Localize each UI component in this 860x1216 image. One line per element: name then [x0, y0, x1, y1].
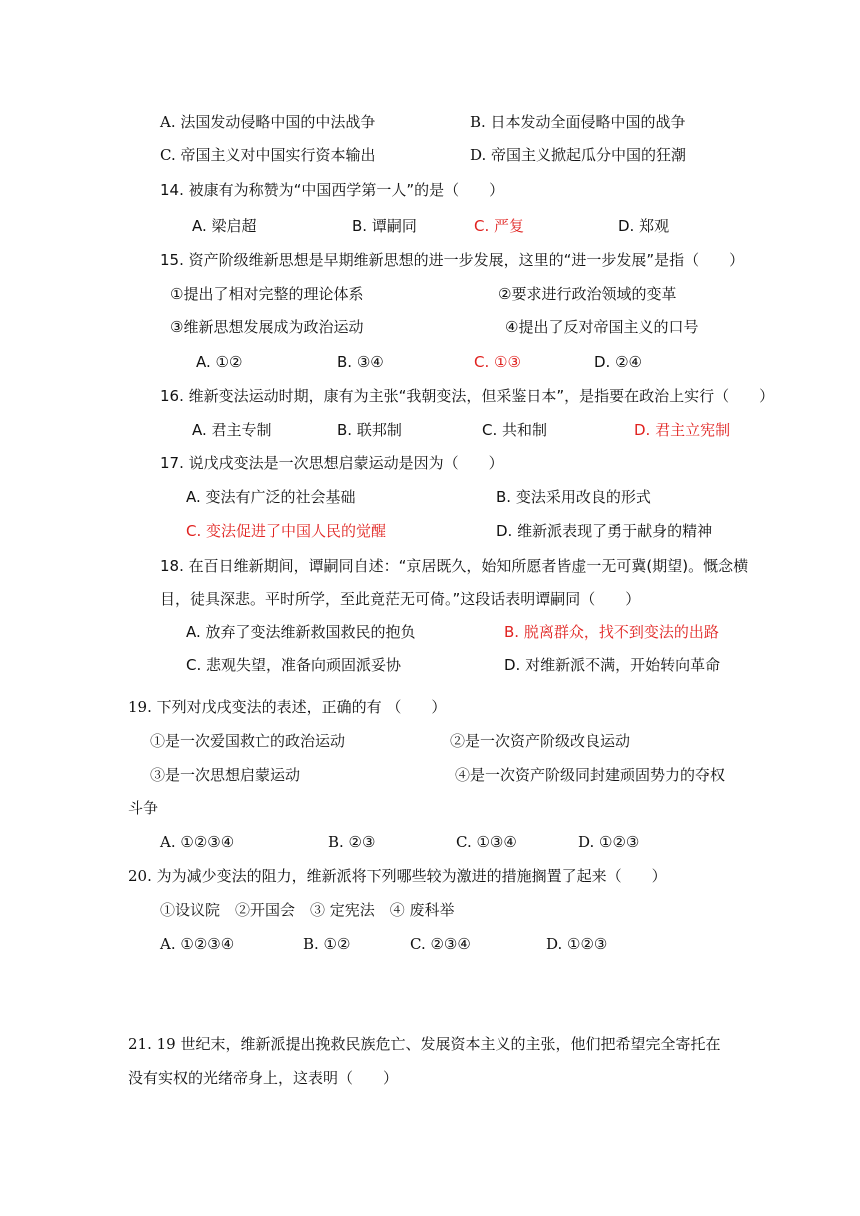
- q18-option-a: A. 放弃了变法维新救国救民的抱负: [186, 623, 416, 641]
- q16-option-c: C. 共和制: [482, 421, 548, 439]
- q15-option-a: A. ①②: [196, 353, 243, 371]
- q15-item-3: ③维新思想发展成为政治运动: [170, 318, 364, 336]
- q18-option-b-answer: B. 脱离群众，找不到变法的出路: [504, 623, 719, 641]
- q17-option-b: B. 变法采用改良的形式: [496, 488, 651, 506]
- q15-stem: 15. 资产阶级维新思想是早期维新思想的进一步发展，这里的“进一步发展”是指（ ）: [160, 251, 745, 269]
- q15-item-1: ①提出了相对完整的理论体系: [170, 285, 364, 303]
- q13-option-a: A. 法国发动侵略中国的中法战争: [160, 113, 376, 131]
- q16-option-a: A. 君主专制: [192, 421, 272, 439]
- q21-stem-line1: 21. 19 世纪末，维新派提出挽救民族危亡、发展资本主义的主张，他们把希望完全寄托在: [128, 1035, 721, 1053]
- q15-option-b: B. ③④: [337, 353, 384, 371]
- q20-stem: 20. 为为减少变法的阻力，维新派将下列哪些较为激进的措施搁置了起来（ ）: [128, 867, 667, 885]
- q14-stem: 14. 被康有为称赞为“中国西学第一人”的是（ ）: [160, 181, 505, 199]
- q17-option-c-answer: C. 变法促进了中国人民的觉醒: [186, 522, 387, 540]
- q14-option-a: A. 梁启超: [192, 217, 257, 235]
- q20-option-a: A. ①②③④: [160, 935, 235, 953]
- q18-stem-line2: 目，徒具深悲。平时所学，至此竟茫无可倚。”这段话表明谭嗣同（ ）: [160, 590, 641, 608]
- q15-option-c-answer: C. ①③: [474, 353, 521, 371]
- q16-option-b: B. 联邦制: [337, 421, 402, 439]
- q14-option-d: D. 郑观: [618, 217, 670, 235]
- q20-items: ①设议院 ②开国会 ③ 定宪法 ④ 废科举: [160, 901, 455, 919]
- q19-item-4-cont: 斗争: [128, 799, 159, 817]
- q19-option-c: C. ①③④: [456, 833, 517, 851]
- q17-option-a: A. 变法有广泛的社会基础: [186, 488, 356, 506]
- q20-option-d: D. ①②③: [546, 935, 608, 953]
- q19-option-d: D. ①②③: [578, 833, 640, 851]
- q19-item-1: ①是一次爱国救亡的政治运动: [150, 732, 346, 750]
- q18-option-c: C. 悲观失望，准备向顽固派妥协: [186, 656, 402, 674]
- q13-option-c: C. 帝国主义对中国实行资本输出: [160, 146, 376, 164]
- q18-option-d: D. 对维新派不满，开始转向革命: [504, 656, 721, 674]
- q16-stem: 16. 维新变法运动时期，康有为主张“我朝变法，但采鉴日本”，是指要在政治上实行（ ）: [160, 387, 775, 405]
- q20-option-c: C. ②③④: [410, 935, 471, 953]
- q19-option-a: A. ①②③④: [160, 833, 235, 851]
- q18-stem-line1: 18. 在百日维新期间，谭嗣同自述：“京居既久，始知所愿者皆虚一无可冀(期望)。慨念横: [160, 557, 749, 575]
- q19-item-2: ②是一次资产阶级改良运动: [450, 732, 631, 750]
- q19-item-3: ③是一次思想启蒙运动: [150, 766, 301, 784]
- q15-option-d: D. ②④: [594, 353, 642, 371]
- q17-option-d: D. 维新派表现了勇于献身的精神: [496, 522, 713, 540]
- q19-option-b: B. ②③: [328, 833, 376, 851]
- q21-stem-line2: 没有实权的光绪帝身上，这表明（ ）: [128, 1069, 399, 1087]
- q14-option-b: B. 谭嗣同: [352, 217, 417, 235]
- q15-item-2: ②要求进行政治领域的变革: [498, 285, 677, 303]
- q15-item-4: ④提出了反对帝国主义的口号: [505, 318, 699, 336]
- q19-item-4: ④是一次资产阶级同封建顽固势力的夺权: [455, 766, 726, 784]
- q20-option-b: B. ①②: [303, 935, 351, 953]
- q13-option-d: D. 帝国主义掀起瓜分中国的狂潮: [470, 146, 687, 164]
- q17-stem: 17. 说戊戌变法是一次思想启蒙运动是因为（ ）: [160, 454, 504, 472]
- q16-option-d-answer: D. 君主立宪制: [634, 421, 731, 439]
- q19-stem: 19. 下列对戊戌变法的表述，正确的有 （ ）: [128, 698, 447, 716]
- q14-option-c-answer: C. 严复: [474, 217, 525, 235]
- q13-option-b: B. 日本发动全面侵略中国的战争: [470, 113, 686, 131]
